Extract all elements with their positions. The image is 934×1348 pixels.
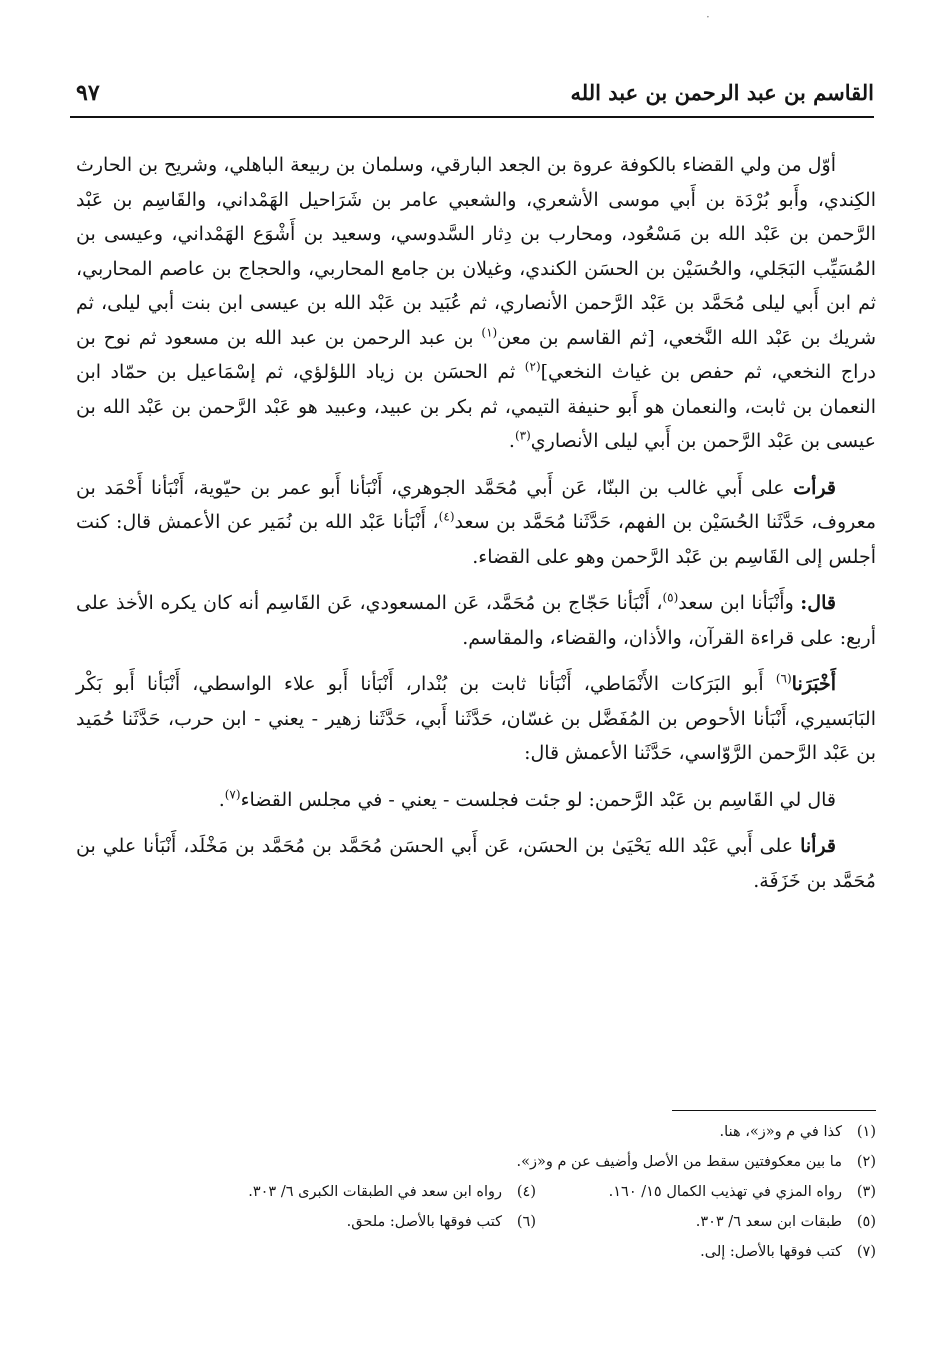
footnote-text: طبقات ابن سعد ٦/ ٣٠٣. bbox=[695, 1214, 842, 1230]
footnote-item bbox=[536, 1177, 876, 1207]
running-title: القاسم بن عبد الرحمن بن عبد الله bbox=[570, 80, 874, 105]
footnote-text: ما بين معكوفتين سقط من الأصل وأضيف عن م و«ز». bbox=[516, 1154, 842, 1170]
paragraph-text: ، أَنْبَأنا عَبْد الله بن نُمَير عن الأعمش قال: كنت أجلس إلى القَاسِم بن عَبْد الرَّحمن وهو على القضاء. bbox=[76, 511, 876, 568]
footnote-ref: (٥) bbox=[662, 590, 679, 605]
footnote-number: (١) bbox=[856, 1124, 876, 1140]
footnote-item bbox=[196, 1177, 536, 1207]
footnote-ref: (٦) bbox=[775, 671, 792, 686]
footnote-ref: (١) bbox=[481, 325, 498, 340]
footnote-item bbox=[76, 1117, 876, 1147]
footnote-ref: (٧) bbox=[224, 787, 241, 802]
footnote-number: (٧) bbox=[856, 1244, 876, 1260]
footnote-number: (٥) bbox=[856, 1214, 876, 1230]
page-number: ٩٧ bbox=[76, 80, 100, 106]
footnote-ref: (٣) bbox=[514, 428, 531, 443]
footnote-number: (٢) bbox=[856, 1154, 876, 1170]
paragraph-judges-list bbox=[76, 148, 876, 459]
footnotes bbox=[76, 1117, 876, 1267]
paragraph-keyword: قرأت bbox=[793, 476, 836, 499]
paragraph-text: أوّل من ولي القضاء بالكوفة عروة بن الجعد البارقي، وسلمان بن ربيعة الباهلي، وشريح بن الحارث الكِندي، وأَبو بُرْدَة بن أَبي موسى الأشعري، والشعبي عامر بن شَرَاحيل الهَمْداني، والقَاسِم بن عَبْد الرَّحمن بن عَبْد الله بن مَسْعُود، ومحارب بن دِثار السَّدوسي، وسعيد بن أَشْوَع الهَمْداني، وعيسى بن المُسَيِّب البَجَلي، والحُسَيْن بن الحسَن الكندي، وغيلان بن جامع المحاربي، والحجاج بن عاصم المحاربي، ثم ابن أَبي ليلى مُحَمَّد بن عَبْد الرَّحمن الأنصاري، ثم عُبَيد بن عَبْد الله بن عيسى ابن بنت أبي ليلى، ثم شريك بن عَبْد الله النَّخعي، [ثم القاسم بن معن bbox=[76, 154, 877, 349]
paragraph-keyword: قرأنا bbox=[800, 835, 836, 857]
footnote-item bbox=[196, 1207, 536, 1237]
paragraph-keyword: قال: bbox=[800, 592, 836, 614]
footnote-ref: (٤) bbox=[438, 509, 455, 524]
footnote-ref: (٢) bbox=[524, 359, 541, 374]
footnote-item bbox=[76, 1147, 876, 1177]
page-header bbox=[70, 74, 874, 118]
paragraph-text: أَبو البَرَكات الأَنْمَاطي، أَنْبَأنا ثابت بن بُنْدار، أَنْبَأنا أَبو علاء الواسطي، أَنْبَأنا أَبو بَكْر البَابَسيري، أَنْبَأنا الأحوص بن المُفَضَّل بن غسّان، حَدَّثَنا أَبي، حَدَّثَنا زهير - يعني - ابن حرب، حَدَّثَنا حُمَيد بن عَبْد الرَّحمن الرَّوّاسي، حَدَّثَنا الأعمش قال: bbox=[76, 673, 876, 764]
paragraph-keyword: أَخْبَرَنا bbox=[791, 673, 836, 695]
footnote-text: رواه ابن سعد في الطبقات الكبرى ٦/ ٣٠٣. bbox=[248, 1184, 502, 1200]
footnote-number: (٤) bbox=[516, 1184, 536, 1200]
paragraph-akhbarana bbox=[76, 667, 876, 771]
paragraph-text: ، أَنْبَأنا حَجّاج بن مُحَمَّد، عَن المسعودي، عَن القَاسِم أنه كان يكره الأخذ على أربع: على قراءة القرآن، والأذان، والقضاء، والمقاسم. bbox=[76, 592, 876, 649]
paragraph-text: على أَبي عَبْد الله يَحْيَىٰ بن الحسَن، عَن أَبي الحسَن مُحَمَّد بن مُحَمَّد بن مَخْلَد، أَنْبَأنا علي بن مُحَمَّد بن خَزَفَة. bbox=[76, 835, 876, 892]
footnote-number: (٦) bbox=[516, 1214, 536, 1230]
paragraph-qala bbox=[76, 586, 876, 655]
paragraph-text: قال لي القَاسِم بن عَبْد الرَّحمن: لو جئت فجلست - يعني - في مجلس القضاء bbox=[240, 788, 836, 811]
footnote-text: كتب فوقها بالأصل: ملحق. bbox=[346, 1214, 502, 1230]
paragraph-qaraat bbox=[76, 471, 876, 575]
paragraph-text: على أَبي غالب بن البنّا، عَن أَبي مُحَمَّد الجوهري، أَنْبَأنا أَبو عمر بن حيّوية، أَنْبَأنا أَحْمَد بن معروف، حَدَّثَنا الحُسَيْن بن الفهم، حَدَّثَنا مُحَمَّد بن سعد bbox=[76, 476, 876, 533]
paragraph-text: بن عبد الرحمن بن عبد الله بن مسعود ثم نوح بن دراج النخعي، ثم حفص بن غياث النخعي] bbox=[76, 326, 876, 383]
paragraph-text: ثم الحسَن بن زياد اللؤلؤي، ثم إسْمَاعيل بن حمّاد ابن النعمان بن ثابت، والنعمان هو أَبو حنيفة التيمي، ثم بكر بن عبيد، وعبيد هو عَبْد الرَّحمن بن عَبْد الله بن عيسى بن عَبْد الرَّحمن بن أَبي ليلى الأنصاري bbox=[76, 361, 876, 452]
footnote-text: رواه المزي في تهذيب الكمال ١٥/ ١٦٠. bbox=[608, 1184, 842, 1200]
footnote-item bbox=[76, 1237, 876, 1267]
paragraph-text: . bbox=[508, 430, 515, 452]
paragraph-qarana bbox=[76, 829, 876, 898]
paragraph-text: . bbox=[218, 788, 225, 811]
footnote-text: كذا في م و«ز»، هنا. bbox=[719, 1124, 842, 1140]
footnote-text: كتب فوقها بالأصل: إلى. bbox=[700, 1244, 842, 1260]
paragraph-text: وأَنْبَأنا ابن سعد bbox=[678, 592, 801, 614]
footnote-number: (٣) bbox=[856, 1184, 876, 1200]
stray-mark: · bbox=[706, 10, 710, 24]
main-text bbox=[76, 148, 876, 910]
footnote-item bbox=[536, 1207, 876, 1237]
footnote-separator bbox=[672, 1110, 876, 1111]
paragraph-quote bbox=[76, 783, 876, 818]
